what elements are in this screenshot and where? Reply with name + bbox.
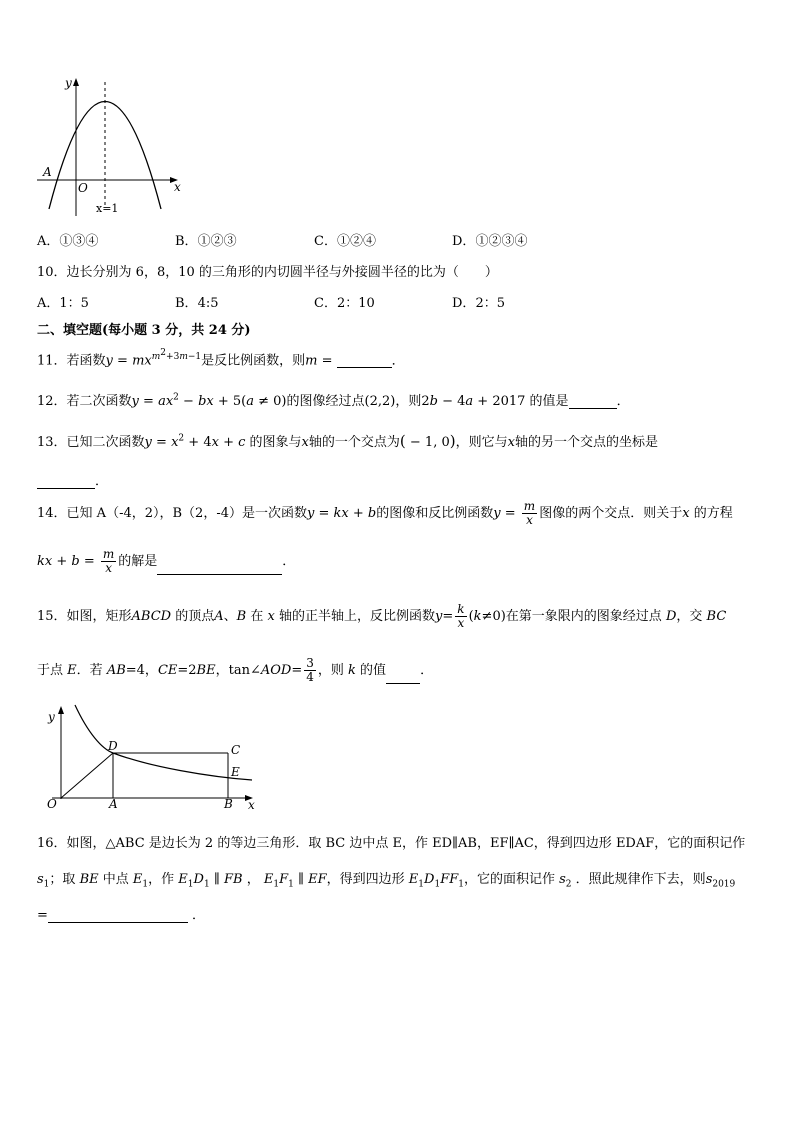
q16-text: 16．如图，△ABC 是边长为 2 的等边三角形．取 BC 边中点 E，作 ED∥AB，EF∥AC，得到四边形 EDAF，它的面积记作 [37, 836, 746, 851]
q13-text: ． [95, 474, 109, 489]
option-letter: D． [452, 234, 476, 249]
q10-option-c[interactable] [314, 292, 375, 311]
q12-text: ，则 [395, 394, 422, 409]
option-value: 2：5 [475, 296, 505, 311]
q15-text: ，交 [676, 609, 703, 624]
question-11: 11．若函数$y = mx^{m^2+3m-1}$是反比例函数，则m = ． [37, 348, 405, 369]
option-letter: C． [314, 234, 337, 249]
option-letter: A． [37, 234, 60, 249]
fig1-x-label: x [174, 180, 181, 194]
option-value: 4:5 [197, 296, 219, 311]
question-10-text: 10．边长分别为 6，8，10 的三角形的内切圆半径与外接圆半径的比为（ ） [37, 265, 498, 280]
fig2-o-label: O [47, 797, 57, 811]
fig1-y-label: y [65, 76, 72, 90]
question-15: 15．如图，矩形ABCD 的顶点A、B 在 x 轴的正半轴上，反比例函数y= $\frac{k}{x}$ (k≠0)在第一象限内的图象经过点 D，交 BC [37, 602, 727, 630]
q16-text: ，得到四边形 [326, 872, 405, 887]
question-13-cont [37, 470, 108, 489]
fig1-a-label: A [43, 165, 52, 179]
q13-text: 13．已知二次函数 [37, 435, 145, 450]
answer-blank[interactable] [569, 396, 617, 409]
rectangle-hyperbola-figure [40, 703, 265, 813]
q9-option-b[interactable] [175, 230, 237, 249]
section-heading: 二、填空题(每小题 3 分，共 24 分) [37, 323, 251, 338]
q10-option-a[interactable] [37, 292, 89, 311]
q15-text: 的值 [360, 663, 387, 678]
q14-text: 的图像和反比例函数 [376, 506, 494, 521]
q12-text: 的图像经过点 [286, 394, 365, 409]
fig2-a-label: A [109, 797, 118, 811]
answer-blank[interactable] [157, 562, 282, 575]
parabola-figure [35, 74, 195, 224]
q15-text: 在 [250, 609, 264, 624]
option-value: ①②④ [336, 234, 376, 249]
q11-text: 11．若函数 [37, 353, 106, 369]
option-value: 1：5 [59, 296, 89, 311]
fig2-b-label: B [224, 797, 233, 811]
question-15-cont: 于点 E．若 AB=4，CE=2BE，tan∠AOD= $\frac{3}{4}$ ，则 k 的值 ． [37, 656, 434, 684]
answer-blank[interactable] [48, 910, 188, 923]
q15-text: ． [420, 663, 434, 678]
q12-text: 12．若二次函数 [37, 394, 132, 409]
option-letter: B． [175, 296, 198, 311]
q14-text: 的方程 [693, 506, 733, 521]
option-letter: C． [314, 296, 337, 311]
fig2-y-label: y [48, 710, 55, 724]
q13-text: 轴的另一个交点的坐标是 [514, 435, 658, 450]
question-13: 13．已知二次函数$y = x^2 + 4x + c$ 的图象与x轴的一个交点为( − 1, 0)，则它与x轴的另一个交点的坐标是 [37, 432, 658, 450]
question-16-cont: $s_1$；取 BE 中点 $E_1$，作 $E_1D_1$ ∥ FB ， $E_1F_1$ ∥ EF，得到四边形 $E_1D_1FF_1$，它的面积记作 $s_2$ ．照此规律作下去，则$s_{2019}$ [37, 872, 736, 890]
q14-text: 的解是 [118, 554, 158, 569]
q9-option-a[interactable] [37, 230, 98, 249]
q10-option-d[interactable] [452, 292, 505, 311]
q15-text: 在第一象限内的图象经过点 [505, 609, 662, 624]
q16-text: ，它的面积记作 [463, 872, 555, 887]
q11-text: 是反比例函数，则 [201, 353, 306, 369]
q16-text: = [37, 908, 48, 923]
q14-text: ． [282, 554, 296, 569]
option-value: ①②③ [197, 234, 237, 249]
q12-text: ． [616, 394, 630, 409]
q16-text: 中点 [102, 872, 129, 887]
option-value: 2：10 [336, 296, 375, 311]
answer-blank[interactable] [337, 355, 392, 368]
question-16-answer [37, 904, 205, 923]
fig2-e-label: E [231, 765, 240, 779]
fig1-o-label: O [78, 181, 88, 195]
question-14-cont: kx + b = $\frac{m}{x}$ 的解是 ． [37, 547, 296, 575]
option-letter: A． [37, 296, 60, 311]
q9-option-d[interactable] [452, 230, 527, 249]
fig2-c-label: C [231, 743, 241, 757]
fig1-axis-label: x=1 [96, 202, 119, 215]
option-letter: D． [452, 296, 476, 311]
q15-text: ，则 [317, 663, 344, 678]
fig2-x-label: x [248, 798, 255, 812]
q13-text: ，则它与 [455, 435, 508, 450]
option-value: ①③④ [59, 234, 99, 249]
q15-text: ．若 [76, 663, 103, 678]
q14-text: 图像的两个交点．则关于 [539, 506, 683, 521]
q16-text: ．照此规律作下去，则 [575, 872, 706, 887]
q12-text: 的值是 [529, 394, 569, 409]
q13-text: 的图象与 [249, 435, 302, 450]
question-16 [37, 832, 745, 851]
option-value: ①②③④ [475, 234, 528, 249]
q16-text: ；取 [49, 872, 76, 887]
q15-text: 15．如图，矩形 [37, 609, 132, 624]
question-12: 12．若二次函数$y = ax^2$ − bx + 5(a ≠ 0)的图像经过点(2,2)，则2b − 4a + 2017 的值是 ． [37, 392, 630, 409]
answer-blank[interactable] [37, 476, 95, 489]
q10-option-b[interactable] [175, 292, 218, 311]
q13-text: 轴的一个交点为 [308, 435, 400, 450]
q16-text: ． [192, 908, 206, 923]
q15-text: 的顶点 [175, 609, 215, 624]
q16-text: ，作 [148, 872, 175, 887]
fig2-d-label: D [108, 739, 118, 753]
answer-blank[interactable] [386, 671, 420, 684]
option-letter: B． [175, 234, 198, 249]
question-14: 14．已知 A（-4，2），B（2，-4）是一次函数y = kx + b的图像和反比例函数y = $\frac{m}{x}$ 图像的两个交点．则关于x 的方程 [37, 499, 733, 527]
q15-text: 轴的正半轴上，反比例函数 [279, 609, 436, 624]
q15-text: 于点 [37, 663, 64, 678]
q14-text: 14．已知 A（-4，2），B（2，-4）是一次函数 [37, 506, 307, 521]
q9-option-c[interactable] [314, 230, 376, 249]
q11-text: ． [391, 353, 405, 369]
